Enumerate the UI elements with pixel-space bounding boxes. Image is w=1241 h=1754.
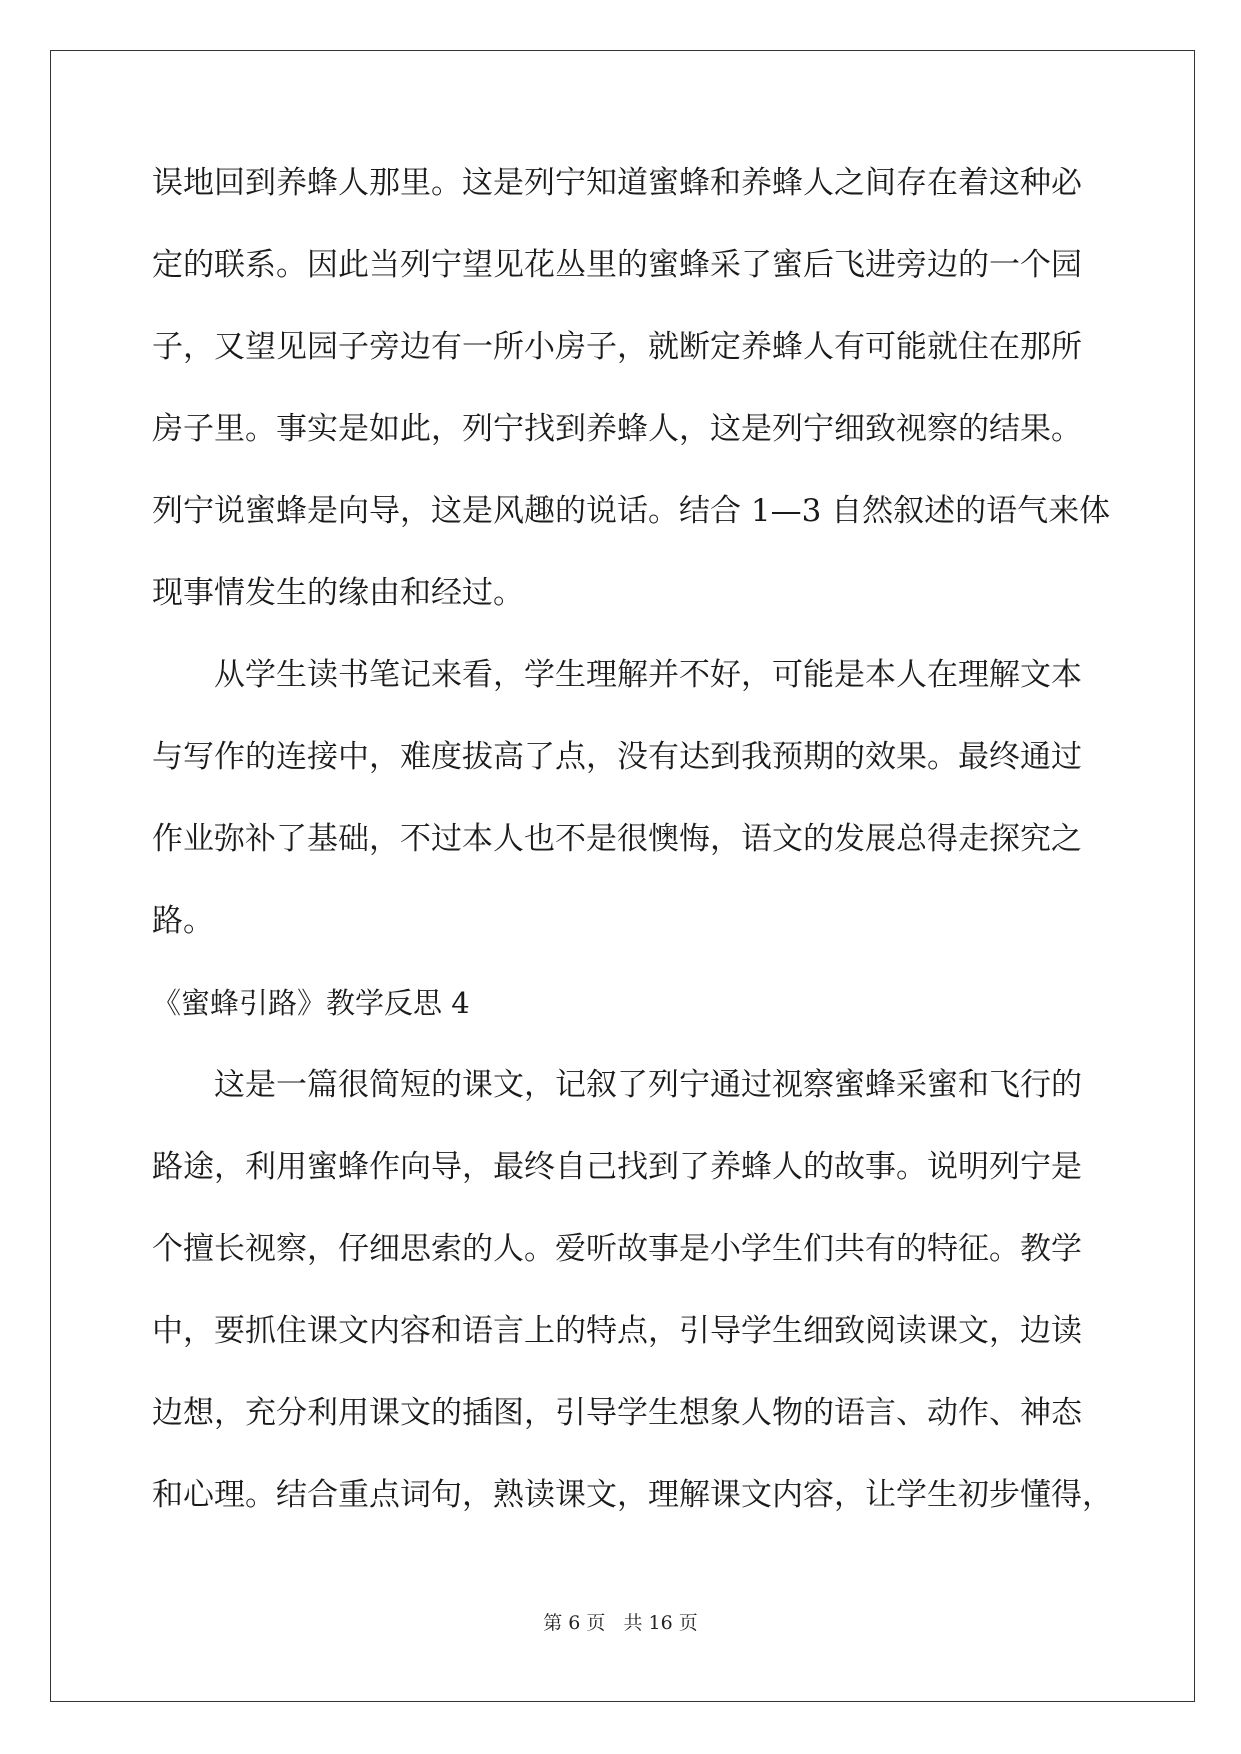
text-line: 房子里。事实是如此，列宁找到养蜂人，这是列宁细致视察的结果。 <box>152 411 1082 447</box>
document-body <box>152 157 1113 1551</box>
text-line: 和心理。结合重点词句，熟读课文，理解课文内容，让学生初步懂得， <box>152 1477 1113 1513</box>
current-page-number: 第 6 页 <box>543 1612 606 1634</box>
text-line: 列宁说蜜蜂是向导，这是风趣的说话。结合 1—3 自然叙述的语气来体 <box>152 493 1111 529</box>
page-footer <box>0 1608 1241 1635</box>
text-line: 子，又望见园子旁边有一所小房子，就断定养蜂人有可能就住在那所 <box>152 329 1082 365</box>
text-line: 作业弥补了基础，不过本人也不是很懊悔，语文的发展总得走探究之 <box>152 821 1082 857</box>
text-line: 现事情发生的缘由和经过。 <box>152 575 524 611</box>
text-line: 路途，利用蜜蜂作向导，最终自己找到了养蜂人的故事。说明列宁是 <box>152 1149 1082 1185</box>
text-line: 与写作的连接中，难度拔高了点，没有达到我预期的效果。最终通过 <box>152 739 1082 775</box>
text-line: 误地回到养蜂人那里。这是列宁知道蜜蜂和养蜂人之间存在着这种必 <box>152 165 1082 201</box>
total-page-count: 共 16 页 <box>623 1612 698 1634</box>
text-line: 从学生读书笔记来看，学生理解并不好，可能是本人在理解文本 <box>214 657 1082 693</box>
section-heading: 《蜜蜂引路》教学反思 4 <box>152 986 470 1020</box>
text-line: 这是一篇很简短的课文，记叙了列宁通过视察蜜蜂采蜜和飞行的 <box>214 1067 1082 1103</box>
text-line: 路。 <box>152 903 214 939</box>
text-line: 边想，充分利用课文的插图，引导学生想象人物的语言、动作、神态 <box>152 1395 1082 1431</box>
text-line: 定的联系。因此当列宁望见花丛里的蜜蜂采了蜜后飞进旁边的一个园 <box>152 247 1082 283</box>
text-line: 个擅长视察，仔细思索的人。爱听故事是小学生们共有的特征。教学 <box>152 1231 1082 1267</box>
text-line: 中，要抓住课文内容和语言上的特点，引导学生细致阅读课文，边读 <box>152 1313 1082 1349</box>
